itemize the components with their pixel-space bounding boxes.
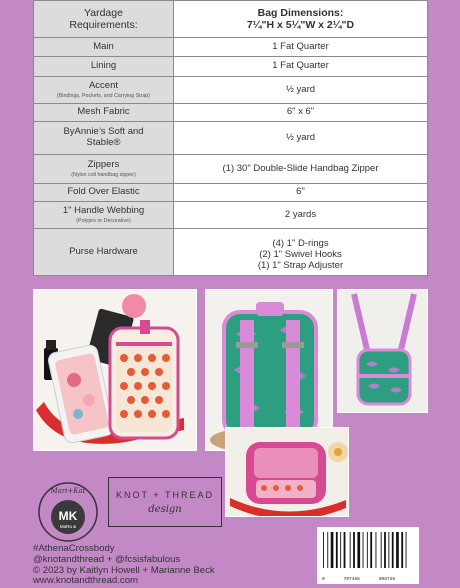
barcode-bar — [336, 532, 338, 568]
barcode-bar — [357, 532, 360, 568]
row-item-label: Main — [93, 40, 114, 52]
barcode-bar — [367, 532, 368, 568]
social-handles-text: @knotandthread + @fcsisfabulous — [33, 553, 181, 565]
barcode-group-2: 908726 — [378, 577, 396, 582]
row-item — [34, 77, 174, 104]
row-value-text: (2) 1" Swivel Hooks — [259, 249, 342, 261]
table-row — [34, 57, 428, 77]
barcode-bar — [344, 532, 346, 568]
table-row — [34, 38, 428, 57]
row-value — [174, 184, 428, 202]
row-item — [34, 229, 174, 276]
barcode-group-1: 707466 — [343, 577, 360, 582]
row-value — [174, 104, 428, 122]
table-row — [34, 155, 428, 184]
row-value-text: ½ yard — [285, 131, 316, 143]
row-value-text: (1) 1" Strap Adjuster — [257, 259, 344, 271]
table-row — [34, 184, 428, 202]
row-value-text: 1 Fat Quarter — [272, 40, 329, 52]
row-value — [174, 229, 428, 276]
dimensions-header — [174, 1, 428, 38]
website-link[interactable]: www.knotandthread.com — [33, 575, 139, 587]
row-item-label: Lining — [90, 60, 117, 72]
barcode-bar — [381, 532, 382, 568]
row-item — [34, 38, 174, 57]
row-item-note: (Polypro or Decorative) — [76, 217, 131, 224]
row-item — [34, 184, 174, 202]
row-value-text: (1) 30" Double-Slide Handbag Zipper — [222, 162, 379, 174]
knot-thread-logo-name: KNOT + THREAD — [116, 490, 214, 500]
bag-with-phone-photo — [33, 289, 197, 451]
row-value — [174, 38, 428, 57]
row-value-text: 6" x 6" — [286, 106, 315, 118]
knot-thread-logo — [108, 477, 222, 527]
barcode-bar — [396, 532, 399, 568]
barcode-bar — [353, 532, 355, 568]
mk-logo-sub: MaRa & — [59, 524, 77, 529]
barcode-bar — [406, 532, 407, 568]
row-item-note: (Nylon coil handbag zipper) — [71, 171, 136, 178]
row-value-text: 1 Fat Quarter — [272, 60, 329, 72]
row-item-label: 1" Handle Webbing — [62, 205, 145, 216]
yardage-header-line1: Yardage — [84, 6, 123, 19]
table-header-row — [34, 1, 428, 38]
row-item — [34, 202, 174, 229]
barcode-bar — [376, 532, 377, 568]
row-item-label: Accent — [88, 80, 119, 91]
barcode-bar — [340, 532, 341, 568]
barcode-bars — [317, 527, 419, 575]
table-row — [34, 229, 428, 276]
row-item-label: Purse Hardware — [69, 245, 138, 257]
row-value-text: ½ yard — [285, 83, 316, 95]
mk-logo-arc-text: Mari+Kat — [50, 487, 86, 495]
barcode-bar — [331, 532, 334, 568]
yardage-header — [34, 1, 174, 38]
crossbody-photo — [337, 289, 428, 413]
bag-interior-photo — [225, 427, 349, 517]
barcode-bar — [388, 532, 389, 568]
row-item — [34, 122, 174, 155]
row-item — [34, 155, 174, 184]
dimensions-header-line2: 7¼"H x 5¼"W x 2¼"D — [246, 19, 355, 31]
row-value-text: 2 yards — [284, 208, 317, 220]
barcode-bar — [401, 532, 403, 568]
row-value — [174, 57, 428, 77]
row-item-note: (Bindings, Pockets, and Carrying Strap) — [56, 92, 151, 99]
row-item — [34, 57, 174, 77]
knot-thread-logo-design: design — [148, 504, 182, 515]
barcode-bar — [370, 532, 372, 568]
table-row — [34, 202, 428, 229]
table-row — [34, 77, 428, 104]
mk-logo — [37, 481, 99, 543]
barcode-bar — [350, 532, 351, 568]
row-value — [174, 122, 428, 155]
row-item — [34, 104, 174, 122]
row-item-label: Zippers — [87, 159, 120, 170]
barcode-bar — [323, 532, 324, 568]
barcode-bar — [384, 532, 386, 568]
row-item-label: Fold Over Elastic — [67, 186, 140, 198]
row-value — [174, 77, 428, 104]
barcode — [317, 527, 419, 584]
mk-logo-initials: MK — [58, 509, 78, 523]
barcode-bar — [327, 532, 328, 568]
row-item-label: Mesh Fabric — [77, 106, 130, 118]
table-row — [34, 104, 428, 122]
row-item-label: ByAnnie’s Soft and Stable® — [63, 126, 144, 148]
credits — [33, 544, 215, 587]
barcode-bar — [363, 532, 364, 568]
copyright-text: © 2023 by Kaitlyn Howell + Marianne Beck — [33, 564, 215, 576]
barcode-numbers — [317, 577, 419, 582]
row-value — [174, 155, 428, 184]
row-value-text: 6" — [296, 186, 305, 198]
barcode-bar — [392, 532, 394, 568]
hashtag-text: #AthenaCrossbody — [33, 543, 115, 554]
row-value — [174, 202, 428, 229]
yardage-header-line2: Requirements: — [69, 19, 138, 31]
requirements-table — [33, 0, 428, 276]
table-row — [34, 122, 428, 155]
barcode-left-digit: 0 — [322, 577, 325, 582]
dimensions-header-line1: Bag Dimensions: — [257, 6, 344, 19]
row-value-text: (4) 1" D-rings — [272, 238, 329, 250]
